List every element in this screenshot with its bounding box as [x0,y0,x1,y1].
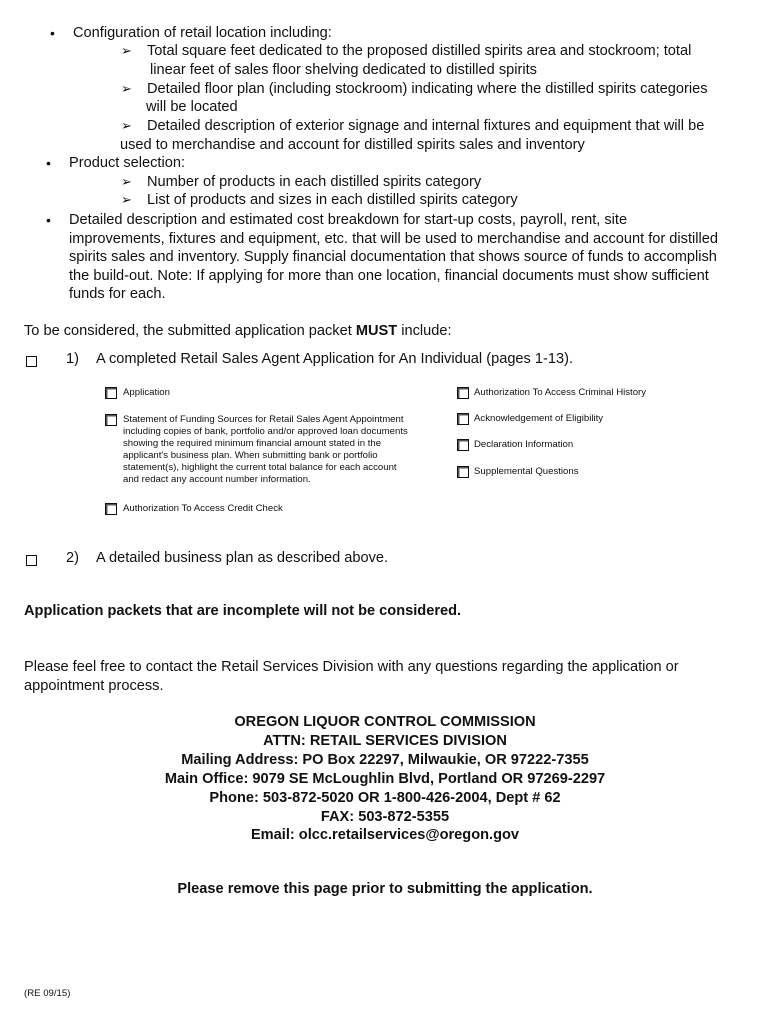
bullet-icon: • [46,155,51,171]
funding-sources-line: and redact any account number information. [123,474,311,485]
mailing-address: Mailing Address: PO Box 22297, Milwaukie, OR 97222-7355 [181,751,589,768]
config-sub3-line1: Detailed description of exterior signage and internal fixtures and equipment that will be [147,118,705,134]
funding-sources-line: statement(s), highlight the current total balance for each account [123,462,397,473]
config-sub3-line2: used to merchandise and account for distilled spirits sales and inventory [120,137,585,153]
arrow-bullet-icon: ➢ [121,43,132,58]
contact-intro-line: Please feel free to contact the Retail Services Division with any questions regarding the application or [24,659,679,675]
arrow-bullet-icon: ➢ [121,174,132,189]
funding-sources-line: applicant's business plan. When submitting bank or portfolio [123,450,378,461]
config-sub1-line2: linear feet of sales floor shelving dedicated to distilled spirits [150,62,537,78]
product-sub2: List of products and sizes in each distilled spirits category [147,192,518,208]
item2-text: A detailed business plan as described above. [96,550,389,566]
bullet-icon: • [46,212,51,228]
remove-page-notice: Please remove this page prior to submitting the application. [177,881,593,897]
bullet-icon: • [50,25,55,41]
declaration-label: Declaration Information [474,439,574,450]
fax-line: FAX: 503-872-5355 [320,808,450,825]
contact-block [0,713,770,845]
item1-number: 1) [66,351,79,367]
must-emphasis: MUST [355,323,398,339]
breakdown-line: spirits sales and inventory. Supply financial documentation that shows source of funds to accomplish [69,249,717,265]
config-sub2-line2: will be located [146,99,238,115]
email-line: Email: olcc.retailservices@oregon.gov [250,827,520,844]
config-sub2-line1: Detailed floor plan (including stockroom) indicating where the distilled spirits categories [147,81,708,97]
must-before: To be considered, the submitted application packet [24,323,356,339]
breakdown-line: the build-out. Note: If applying for more than one location, financial documents must show sufficient [69,268,709,284]
application-checkbox[interactable] [105,387,117,399]
item2-checkbox[interactable] [26,555,37,566]
arrow-bullet-icon: ➢ [121,81,132,96]
phone-line: Phone: 503-872-5020 OR 1-800-426-2004, Dept # 62 [209,789,561,806]
config-sub1-line1: Total square feet dedicated to the proposed distilled spirits area and stockroom; total [147,43,692,59]
attn-line: ATTN: RETAIL SERVICES DIVISION [263,732,507,749]
funding-sources-checkbox[interactable] [105,414,117,426]
funding-sources-line: showing the required minimum financial amount stated in the [123,438,382,449]
eligibility-checkbox[interactable] [457,413,469,425]
item2-number: 2) [66,550,79,566]
supplemental-checkbox[interactable] [457,466,469,478]
arrow-bullet-icon: ➢ [121,118,132,133]
must-after: include: [397,323,452,339]
funding-sources-line: Statement of Funding Sources for Retail Sales Agent Appointment [123,414,404,425]
main-office-address: Main Office: 9079 SE McLoughlin Blvd, Portland OR 97269-2297 [164,770,606,787]
declaration-checkbox[interactable] [457,439,469,451]
arrow-bullet-icon: ➢ [121,192,132,207]
product-heading: Product selection: [69,155,186,171]
contact-intro-line: appointment process. [24,678,164,694]
item1-checkbox[interactable] [26,356,37,367]
credit-check-label: Authorization To Access Credit Check [123,503,283,514]
breakdown-line: funds for each. [69,286,166,302]
must-include-sentence [24,322,452,341]
breakdown-line: Detailed description and estimated cost breakdown for start-up costs, payroll, rent, site [69,212,628,228]
item1-text: A completed Retail Sales Agent Application for An Individual (pages 1-13). [96,351,574,367]
org-name: OREGON LIQUOR CONTROL COMMISSION [234,714,536,730]
config-heading: Configuration of retail location including: [73,25,332,41]
form-code: (RE 09/15) [24,988,71,999]
credit-check-checkbox[interactable] [105,503,117,515]
incomplete-notice: Application packets that are incomplete will not be considered. [24,603,462,619]
funding-sources-line: including copies of bank, portfolio and/or approved loan documents [123,426,408,437]
eligibility-label: Acknowledgement of Eligibility [474,413,604,424]
criminal-history-label: Authorization To Access Criminal History [474,387,647,398]
supplemental-label: Supplemental Questions [474,466,579,477]
product-sub1: Number of products in each distilled spirits category [147,174,482,190]
breakdown-line: improvements, fixtures and equipment, etc. that will be used to merchandise and account for distilled [69,231,718,247]
application-label: Application [123,387,170,398]
criminal-history-checkbox[interactable] [457,387,469,399]
